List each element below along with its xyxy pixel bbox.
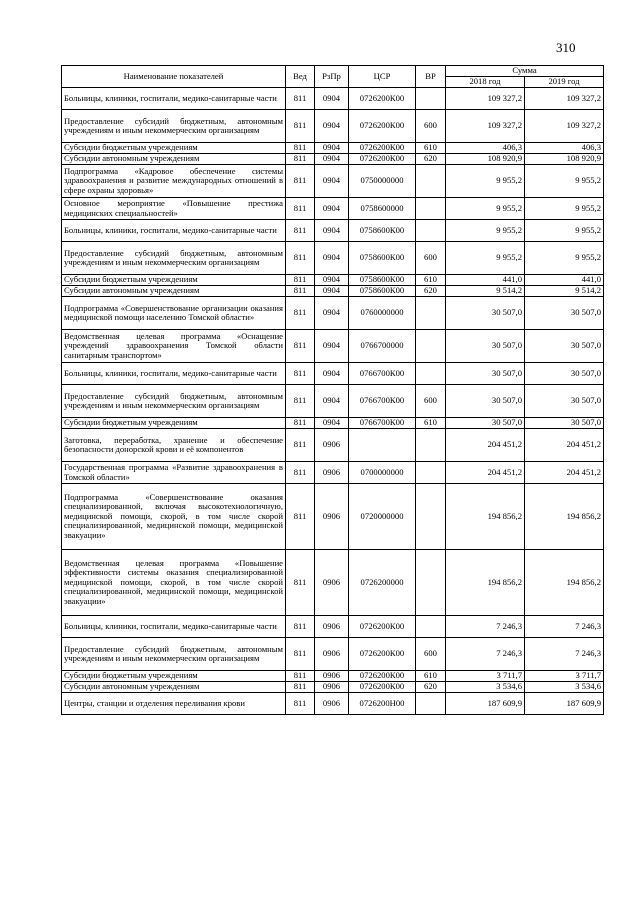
cell-name: Субсидии бюджетным учреждениям xyxy=(62,418,286,429)
cell-rzpr: 0906 xyxy=(315,616,349,638)
cell-vr: 600 xyxy=(416,638,446,671)
cell-csr: 0726200К00 xyxy=(349,682,416,693)
cell-csr: 0726200К00 xyxy=(349,88,416,110)
budget-table xyxy=(61,65,604,715)
cell-2019: 30 507,0 xyxy=(525,385,604,418)
cell-rzpr: 0904 xyxy=(315,165,349,198)
table-row xyxy=(62,297,604,330)
header-2018: 2018 год xyxy=(446,77,525,88)
table-row xyxy=(62,693,604,715)
cell-2019: 30 507,0 xyxy=(525,330,604,363)
cell-2019: 406,3 xyxy=(525,143,604,154)
cell-ved: 811 xyxy=(286,671,315,682)
cell-rzpr: 0906 xyxy=(315,462,349,484)
header-2019: 2019 год xyxy=(525,77,604,88)
cell-csr: 0720000000 xyxy=(349,484,416,550)
cell-ved: 811 xyxy=(286,110,315,143)
cell-2018: 9 955,2 xyxy=(446,242,525,275)
cell-csr: 0766700К00 xyxy=(349,363,416,385)
cell-name: Ведомственная целевая программа «Повышение эффективности системы оказания специализированной медицинской помощи, скорой, в том числе скорой специализированной, медицинской помощи, медицинской эвакуации» xyxy=(62,550,286,616)
table-row xyxy=(62,671,604,682)
cell-ved: 811 xyxy=(286,418,315,429)
cell-2018: 406,3 xyxy=(446,143,525,154)
table-row xyxy=(62,385,604,418)
cell-2018: 30 507,0 xyxy=(446,330,525,363)
cell-name: Субсидии бюджетным учреждениям xyxy=(62,671,286,682)
header-sum: Сумма xyxy=(446,66,604,77)
cell-name: Основное мероприятие «Повышение престижа медицинских специальностей» xyxy=(62,198,286,220)
cell-vr xyxy=(416,220,446,242)
table-body xyxy=(62,88,604,715)
cell-name: Центры, станции и отделения переливания крови xyxy=(62,693,286,715)
cell-2018: 3 711,7 xyxy=(446,671,525,682)
header-ved: Вед xyxy=(286,66,315,88)
cell-ved: 811 xyxy=(286,154,315,165)
cell-2018: 9 955,2 xyxy=(446,220,525,242)
cell-vr xyxy=(416,165,446,198)
cell-2018: 204 451,2 xyxy=(446,462,525,484)
cell-2018: 109 327,2 xyxy=(446,110,525,143)
cell-vr xyxy=(416,693,446,715)
cell-vr: 610 xyxy=(416,143,446,154)
header-vr: ВР xyxy=(416,66,446,88)
cell-rzpr: 0904 xyxy=(315,297,349,330)
table-row xyxy=(62,143,604,154)
cell-2018: 30 507,0 xyxy=(446,297,525,330)
cell-vr: 600 xyxy=(416,385,446,418)
table-row xyxy=(62,363,604,385)
cell-name: Государственная программа «Развитие здравоохранения в Томской области» xyxy=(62,462,286,484)
cell-2018: 30 507,0 xyxy=(446,363,525,385)
cell-csr: 0766700000 xyxy=(349,330,416,363)
cell-2019: 7 246,3 xyxy=(525,616,604,638)
cell-2018: 30 507,0 xyxy=(446,418,525,429)
cell-rzpr: 0904 xyxy=(315,143,349,154)
header-name: Наименование показателей xyxy=(62,66,286,88)
cell-vr xyxy=(416,616,446,638)
cell-2019: 204 451,2 xyxy=(525,429,604,462)
cell-csr: 0726200К00 xyxy=(349,671,416,682)
cell-vr: 620 xyxy=(416,286,446,297)
cell-name: Заготовка, переработка, хранение и обеспечение безопасности донорской крови и её компонентов xyxy=(62,429,286,462)
cell-name: Подпрограмма «Совершенствование организации оказания медицинской помощи населению Томской области» xyxy=(62,297,286,330)
cell-ved: 811 xyxy=(286,462,315,484)
cell-2018: 7 246,3 xyxy=(446,638,525,671)
table-row xyxy=(62,165,604,198)
cell-csr: 0766700К00 xyxy=(349,418,416,429)
cell-rzpr: 0906 xyxy=(315,429,349,462)
table-row xyxy=(62,418,604,429)
cell-ved: 811 xyxy=(286,682,315,693)
cell-name: Субсидии автономным учреждениям xyxy=(62,286,286,297)
cell-2019: 7 246,3 xyxy=(525,638,604,671)
cell-rzpr: 0904 xyxy=(315,220,349,242)
cell-vr xyxy=(416,363,446,385)
table-row xyxy=(62,682,604,693)
cell-2018: 187 609,9 xyxy=(446,693,525,715)
table-row xyxy=(62,484,604,550)
cell-rzpr: 0904 xyxy=(315,363,349,385)
cell-vr xyxy=(416,429,446,462)
table-row xyxy=(62,330,604,363)
cell-vr: 610 xyxy=(416,671,446,682)
cell-ved: 811 xyxy=(286,198,315,220)
cell-csr: 0726200Н00 xyxy=(349,693,416,715)
page-number: 310 xyxy=(556,40,576,55)
cell-rzpr: 0906 xyxy=(315,693,349,715)
cell-2019: 194 856,2 xyxy=(525,550,604,616)
cell-vr: 610 xyxy=(416,418,446,429)
cell-2019: 9 955,2 xyxy=(525,220,604,242)
cell-2018: 7 246,3 xyxy=(446,616,525,638)
cell-rzpr: 0904 xyxy=(315,418,349,429)
cell-ved: 811 xyxy=(286,693,315,715)
cell-vr xyxy=(416,297,446,330)
cell-ved: 811 xyxy=(286,484,315,550)
cell-name: Больницы, клиники, госпитали, медико-санитарные части xyxy=(62,88,286,110)
cell-name: Подпрограмма «Совершенствование оказания специализированной, включая высокотехнологичную, медицинской помощи, скорой, в том числе скорой специализированной, медицинской помощи, медицинской эвакуации» xyxy=(62,484,286,550)
cell-2018: 441,0 xyxy=(446,275,525,286)
cell-rzpr: 0906 xyxy=(315,671,349,682)
cell-csr: 0726200К00 xyxy=(349,638,416,671)
cell-ved: 811 xyxy=(286,616,315,638)
table-row xyxy=(62,286,604,297)
cell-ved: 811 xyxy=(286,330,315,363)
cell-rzpr: 0904 xyxy=(315,286,349,297)
cell-2018: 9 955,2 xyxy=(446,165,525,198)
cell-rzpr: 0904 xyxy=(315,275,349,286)
cell-ved: 811 xyxy=(286,220,315,242)
cell-rzpr: 0904 xyxy=(315,242,349,275)
cell-rzpr: 0904 xyxy=(315,88,349,110)
cell-rzpr: 0904 xyxy=(315,330,349,363)
table-row xyxy=(62,638,604,671)
cell-csr: 0758600К00 xyxy=(349,220,416,242)
cell-csr: 0766700К00 xyxy=(349,385,416,418)
cell-2019: 109 327,2 xyxy=(525,110,604,143)
cell-ved: 811 xyxy=(286,363,315,385)
cell-2019: 187 609,9 xyxy=(525,693,604,715)
cell-csr xyxy=(349,429,416,462)
cell-vr xyxy=(416,330,446,363)
table-row xyxy=(62,198,604,220)
table-row xyxy=(62,110,604,143)
cell-name: Предоставление субсидий бюджетным, автономным учреждениям и иным некоммерческим организациям xyxy=(62,242,286,275)
cell-2019: 30 507,0 xyxy=(525,297,604,330)
cell-2018: 30 507,0 xyxy=(446,385,525,418)
table-row xyxy=(62,220,604,242)
cell-ved: 811 xyxy=(286,550,315,616)
table-row xyxy=(62,616,604,638)
cell-rzpr: 0904 xyxy=(315,154,349,165)
cell-ved: 811 xyxy=(286,297,315,330)
cell-name: Больницы, клиники, госпитали, медико-санитарные части xyxy=(62,616,286,638)
cell-ved: 811 xyxy=(286,429,315,462)
cell-name: Больницы, клиники, госпитали, медико-санитарные части xyxy=(62,220,286,242)
cell-2018: 194 856,2 xyxy=(446,550,525,616)
cell-rzpr: 0904 xyxy=(315,198,349,220)
cell-name: Больницы, клиники, госпитали, медико-санитарные части xyxy=(62,363,286,385)
cell-csr: 0758600000 xyxy=(349,198,416,220)
cell-name: Субсидии бюджетным учреждениям xyxy=(62,143,286,154)
cell-csr: 0726200К00 xyxy=(349,154,416,165)
cell-vr xyxy=(416,198,446,220)
table-row xyxy=(62,550,604,616)
cell-ved: 811 xyxy=(286,286,315,297)
cell-name: Предоставление субсидий бюджетным, автономным учреждениям и иным некоммерческим организациям xyxy=(62,110,286,143)
header-rzpr: РзПр xyxy=(315,66,349,88)
cell-2019: 108 920,9 xyxy=(525,154,604,165)
cell-2019: 3 534,6 xyxy=(525,682,604,693)
cell-ved: 811 xyxy=(286,242,315,275)
cell-csr: 0700000000 xyxy=(349,462,416,484)
cell-ved: 811 xyxy=(286,143,315,154)
cell-name: Подпрограмма «Кадровое обеспечение системы здравоохранения и развитие международных отношений в сфере охраны здоровья» xyxy=(62,165,286,198)
cell-csr: 0758600К00 xyxy=(349,286,416,297)
cell-name: Ведомственная целевая программа «Оснащение учреждений здравоохранения Томской области санитарным транспортом» xyxy=(62,330,286,363)
cell-rzpr: 0906 xyxy=(315,550,349,616)
cell-csr: 0726200К00 xyxy=(349,616,416,638)
cell-2018: 204 451,2 xyxy=(446,429,525,462)
cell-2019: 109 327,2 xyxy=(525,88,604,110)
cell-rzpr: 0906 xyxy=(315,484,349,550)
cell-rzpr: 0906 xyxy=(315,682,349,693)
cell-name: Субсидии автономным учреждениям xyxy=(62,154,286,165)
cell-2019: 9 514,2 xyxy=(525,286,604,297)
cell-2019: 194 856,2 xyxy=(525,484,604,550)
cell-2019: 30 507,0 xyxy=(525,418,604,429)
cell-name: Субсидии бюджетным учреждениям xyxy=(62,275,286,286)
cell-2018: 108 920,9 xyxy=(446,154,525,165)
cell-vr xyxy=(416,550,446,616)
cell-csr: 0758600К00 xyxy=(349,275,416,286)
cell-2018: 194 856,2 xyxy=(446,484,525,550)
cell-csr: 0750000000 xyxy=(349,165,416,198)
cell-csr: 0760000000 xyxy=(349,297,416,330)
cell-2019: 441,0 xyxy=(525,275,604,286)
cell-2019: 204 451,2 xyxy=(525,462,604,484)
cell-2019: 3 711,7 xyxy=(525,671,604,682)
cell-vr: 620 xyxy=(416,682,446,693)
header-csr: ЦСР xyxy=(349,66,416,88)
cell-csr: 0726200К00 xyxy=(349,143,416,154)
table-header xyxy=(62,66,604,88)
cell-2019: 9 955,2 xyxy=(525,198,604,220)
cell-csr: 0758600К00 xyxy=(349,242,416,275)
cell-vr xyxy=(416,462,446,484)
table-row xyxy=(62,242,604,275)
cell-csr: 0726200000 xyxy=(349,550,416,616)
cell-csr: 0726200К00 xyxy=(349,110,416,143)
cell-rzpr: 0904 xyxy=(315,385,349,418)
cell-rzpr: 0904 xyxy=(315,110,349,143)
cell-2019: 30 507,0 xyxy=(525,363,604,385)
cell-vr: 600 xyxy=(416,110,446,143)
table-row xyxy=(62,462,604,484)
cell-vr: 620 xyxy=(416,154,446,165)
cell-rzpr: 0906 xyxy=(315,638,349,671)
cell-ved: 811 xyxy=(286,385,315,418)
cell-vr: 610 xyxy=(416,275,446,286)
cell-ved: 811 xyxy=(286,275,315,286)
table-row xyxy=(62,88,604,110)
cell-2018: 9 514,2 xyxy=(446,286,525,297)
table-row xyxy=(62,154,604,165)
cell-ved: 811 xyxy=(286,165,315,198)
table-row xyxy=(62,275,604,286)
cell-2018: 109 327,2 xyxy=(446,88,525,110)
table-row xyxy=(62,429,604,462)
cell-name: Предоставление субсидий бюджетным, автономным учреждениям и иным некоммерческим организациям xyxy=(62,638,286,671)
cell-name: Предоставление субсидий бюджетным, автономным учреждениям и иным некоммерческим организациям xyxy=(62,385,286,418)
cell-2018: 9 955,2 xyxy=(446,198,525,220)
cell-vr xyxy=(416,88,446,110)
cell-name: Субсидии автономным учреждениям xyxy=(62,682,286,693)
cell-vr: 600 xyxy=(416,242,446,275)
cell-ved: 811 xyxy=(286,88,315,110)
cell-2019: 9 955,2 xyxy=(525,165,604,198)
cell-vr xyxy=(416,484,446,550)
cell-ved: 811 xyxy=(286,638,315,671)
cell-2019: 9 955,2 xyxy=(525,242,604,275)
cell-2018: 3 534,6 xyxy=(446,682,525,693)
